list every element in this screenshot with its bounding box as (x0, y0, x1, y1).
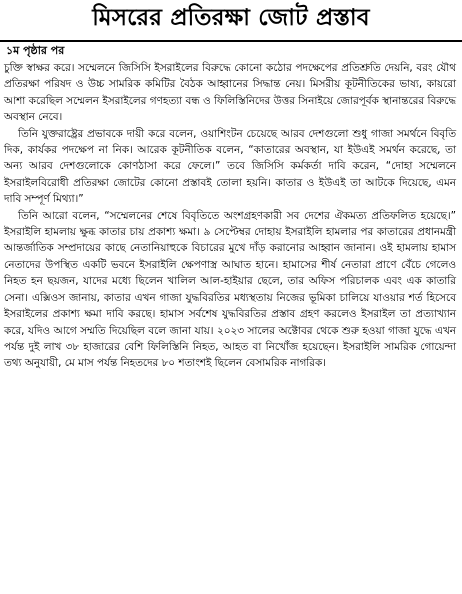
article-headline: মিসরের প্রতিরক্ষা জোট প্রস্তাব (92, 5, 370, 31)
article-paragraph: চুক্তি স্বাক্ষর করে। সম্মেলনে জিসিসি ইসরাইলের বিরুদ্ধে কোনো কঠোর পদক্ষেপের প্রতিশ্রুতি দেয়নি, বরং যৌথ প্রতিরক্ষা পরিষদ ও উচ্চ সামরিক কমিটির বৈঠক আহ্বানের সিদ্ধান্ত নেয়। মিসরীয় কূটনীতিকের ভাষ্য, কায়রো আশা করেছিল সম্মেলন ইসরাইলের গণহত্যা বন্ধ ও ফিলিস্তিনিদের উত্তর সিনাইয়ে জোরপূর্বক স্থানান্তরের বিরুদ্ধে অবস্থান নেবে। (4, 62, 456, 124)
continued-from-label: ১ম পৃষ্ঠার পর (6, 44, 65, 57)
article-paragraph: তিনি যুক্তরাষ্ট্রের প্রভাবকে দায়ী করে বলেন, ওয়াশিংটন চেয়েছে আরব দেশগুলো শুধু গাজা সমর্থনে বিবৃতি দিক, কার্যকর পদক্ষেপ না নিক। আরেক কূটনীতিক বলেন, “কাতারের অবস্থান, যা ইউএই সমর্থন করেছে, তা অন্য আরব দেশগুলোকে কোণঠাসা করে ফেলে।” তবে জিসিসি কর্মকর্তা দাবি করেন, “দোহা সম্মেলনে ইসরাইলবিরোধী প্রতিরক্ষা জোটের কোনো প্রস্তাবই তোলা হয়নি। কাতার ও ইউএই তা আটকে দিয়েছে, এমন দাবি সম্পূর্ণ মিথ্যা।” (4, 127, 456, 206)
article-paragraph: তিনি আরো বলেন, “সম্মেলনের শেষে বিবৃতিতে অংশগ্রহণকারী সব দেশের ঐকমত্য প্রতিফলিত হয়েছে।” ইসরাইলি হামলায় ক্ষুব্ধ কাতার চায় প্রকাশ্য ক্ষমা। ৯ সেপ্টেম্বর দোহায় ইসরাইলি হামলার পর কাতারের প্রধানমন্ত্রী আন্তর্জাতিক সম্প্রদায়ের কাছে নেতানিয়াহুকে বিচারের মুখে দাঁড় করানোর আহ্বান জানান। ওই হামলায় হামাস নেতাদের উপস্থিত একটি ভবনে ইসরাইলি ক্ষেপণাস্ত্র আঘাত হানে। হামাসের শীর্ষ নেতারা প্রাণে বেঁচে গেলেও নিহত হন ছয়জন, যাদের মধ্যে ছিলেন খালিল আল-হাইয়ার ছেলে, তার অফিস পরিচালক এবং এক কাতারি সেনা। এক্সিওস জানায়, কাতার এখন গাজা যুদ্ধবিরতির মধ্যস্থতায় নিজের ভূমিকা চালিয়ে যাওয়ার শর্ত হিসেবে ইসরাইলের প্রকাশ্য ক্ষমা দাবি করছে। হামাস সর্বশেষ যুদ্ধবিরতির প্রস্তাব গ্রহণ করলেও ইসরাইল তা প্রত্যাখ্যান করে, যদিও আগে সম্মতি দিয়েছিল বলে জানা যায়। ২০২৩ সালের অক্টোবর থেকে শুরু হওয়া গাজা যুদ্ধে এখন পর্যন্ত দুই লাখ ৩৮ হাজারের বেশি ফিলিস্তিনি নিহত, আহত বা নিখোঁজ হয়েছেন। ইসরাইলি সামরিক গোয়েন্দা তথ্য অনুযায়ী, মে মাস পর্যন্ত নিহতদের ৮০ শতাংশই ছিলেন বেসামরিক নাগরিক। (4, 209, 456, 370)
headline-divider (0, 40, 462, 42)
article-body (4, 60, 456, 372)
